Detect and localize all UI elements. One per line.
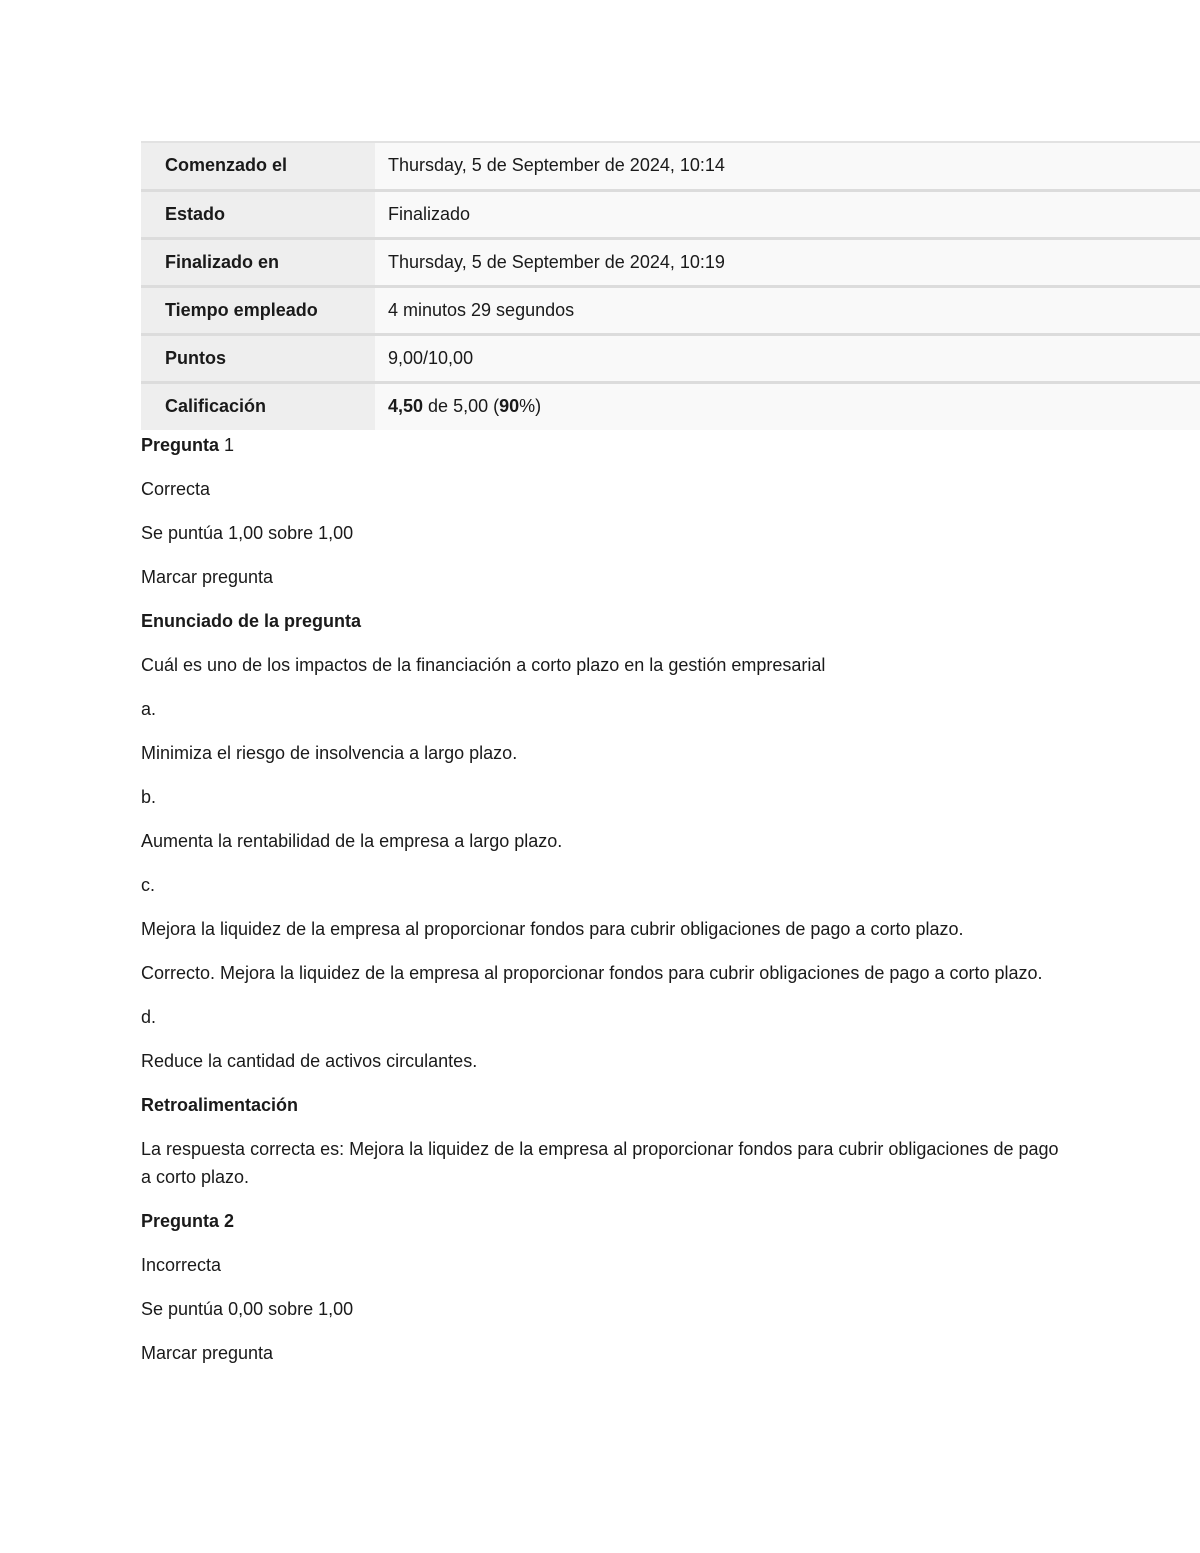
summary-row-time xyxy=(141,286,1200,334)
finished-label: Finalizado en xyxy=(141,238,375,286)
state-label: Estado xyxy=(141,190,375,238)
started-value: Thursday, 5 de September de 2024, 10:14 xyxy=(375,142,1200,190)
question-1-heading-word: Pregunta xyxy=(141,435,220,455)
question-1-feedback: La respuesta correcta es: Mejora la liquidez de la empresa al proporcionar fondos para cubrir obligaciones de pago a corto plazo. xyxy=(141,1139,1059,1187)
option-c-feedback: Correcto. Mejora la liquidez de la empresa al proporcionar fondos para cubrir obligaciones de pago a corto plazo. xyxy=(141,963,1043,983)
option-b-letter: b. xyxy=(141,787,157,807)
time-label: Tiempo empleado xyxy=(141,286,375,334)
time-value: 4 minutos 29 segundos xyxy=(375,286,1200,334)
question-1-status: Correcta xyxy=(141,479,211,499)
summary-row-started xyxy=(141,142,1200,190)
option-b-text: Aumenta la rentabilidad de la empresa a largo plazo. xyxy=(141,831,563,851)
summary-row-points xyxy=(141,334,1200,382)
question-1-statement: Cuál es uno de los impactos de la financiación a corto plazo en la gestión empresarial xyxy=(141,655,826,675)
started-label: Comenzado el xyxy=(141,142,375,190)
option-a-letter: a. xyxy=(141,699,157,719)
summary-row-finished xyxy=(141,238,1200,286)
grade-value xyxy=(375,382,1200,430)
points-value: 9,00/10,00 xyxy=(375,334,1200,382)
option-c-letter: c. xyxy=(141,875,156,895)
option-c-text: Mejora la liquidez de la empresa al proporcionar fondos para cubrir obligaciones de pago a corto plazo. xyxy=(141,919,964,939)
option-d-text: Reduce la cantidad de activos circulantes. xyxy=(141,1051,478,1071)
grade-mid: de 5,00 ( xyxy=(423,396,500,417)
finished-value: Thursday, 5 de September de 2024, 10:19 xyxy=(375,238,1200,286)
attempt-summary-table xyxy=(141,141,1200,430)
question-1-score: Se puntúa 1,00 sobre 1,00 xyxy=(141,523,354,543)
grade-percent: 90 xyxy=(499,396,520,417)
question-2-score: Se puntúa 0,00 sobre 1,00 xyxy=(141,1299,354,1319)
state-value: Finalizado xyxy=(375,190,1200,238)
question-2-status: Incorrecta xyxy=(141,1255,222,1275)
attempt-content xyxy=(141,431,1061,1367)
question-1-feedback-heading: Retroalimentación xyxy=(141,1095,299,1115)
question-1-flag[interactable]: Marcar pregunta xyxy=(141,567,274,587)
question-2-heading: Pregunta 2 xyxy=(141,1211,235,1231)
option-d-letter: d. xyxy=(141,1007,157,1027)
option-a-text: Minimiza el riesgo de insolvencia a largo plazo. xyxy=(141,743,518,763)
question-1-statement-heading: Enunciado de la pregunta xyxy=(141,611,362,631)
grade-end: %) xyxy=(519,396,542,417)
question-1-heading xyxy=(141,431,1061,463)
grade-label: Calificación xyxy=(141,382,375,430)
summary-row-state xyxy=(141,190,1200,238)
question-1-heading-number: 1 xyxy=(219,435,235,455)
summary-row-grade xyxy=(141,382,1200,430)
points-label: Puntos xyxy=(141,334,375,382)
grade-score: 4,50 xyxy=(388,396,424,417)
question-2-flag[interactable]: Marcar pregunta xyxy=(141,1343,274,1363)
